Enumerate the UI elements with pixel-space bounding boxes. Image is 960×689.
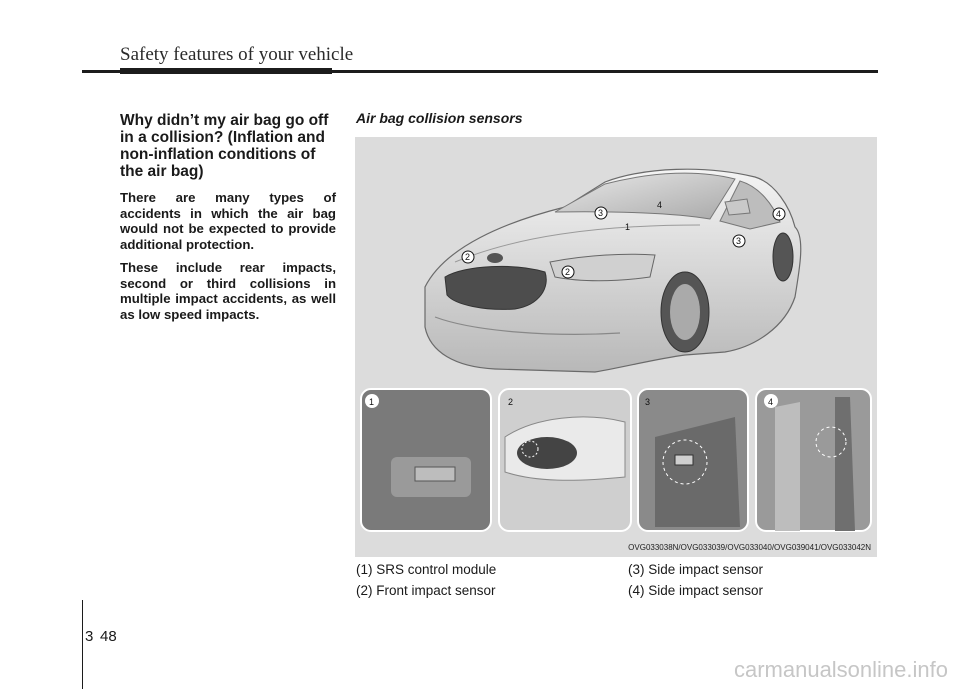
header-rule-accent [120, 68, 332, 74]
svg-text:2: 2 [465, 252, 471, 262]
svg-text:4: 4 [657, 200, 663, 210]
svg-text:4: 4 [768, 397, 774, 407]
page-vertical-rule [82, 600, 83, 689]
caption-2: (2) Front impact sensor [356, 583, 496, 598]
svg-text:3: 3 [736, 236, 742, 246]
caption-4: (4) Side impact sensor [628, 583, 764, 598]
svg-text:4: 4 [776, 209, 782, 219]
left-column [120, 112, 336, 330]
watermark: carmanualsonline.info [733, 657, 948, 682]
callout-4-side [773, 208, 785, 220]
inset-2 [499, 389, 631, 531]
caption-3: (3) Side impact sensor [628, 562, 764, 577]
svg-text:3: 3 [645, 397, 651, 407]
svg-text:2: 2 [508, 397, 514, 407]
callout-2-left [462, 251, 474, 263]
section-number: 3 [85, 628, 94, 645]
callout-4-top [657, 200, 662, 210]
paragraph-1: There are many types of accidents in which the air bag would not be expected to provide additional protection. [120, 190, 336, 252]
svg-text:1: 1 [369, 397, 375, 407]
section-heading: Why didn’t my air bag go off in a collision? (Inflation and non-inflation conditions of the air bag) [120, 112, 329, 180]
figure-title: Air bag collision sensors [356, 110, 523, 126]
header-title: Safety features of your vehicle [120, 44, 354, 65]
rear-wheel [773, 233, 793, 281]
inset-1 [361, 389, 491, 531]
figure-code: OVG033038N/OVG033039/OVG033040/OVG039041/OVG033042N [628, 543, 871, 552]
callout-3-side [733, 235, 745, 247]
inset-3 [638, 389, 748, 531]
callout-2-right [562, 266, 574, 278]
callout-3-top [595, 207, 607, 219]
svg-text:2: 2 [565, 267, 571, 277]
svg-text:1: 1 [625, 222, 631, 232]
caption-1: (1) SRS control module [356, 562, 497, 577]
inset-4 [756, 389, 871, 531]
page-number: 48 [100, 628, 117, 645]
svg-text:3: 3 [598, 208, 604, 218]
paragraph-2: These include rear impacts, second or third collisions in multiple impact accidents, as well as low speed impacts. [120, 260, 336, 322]
car-illustration [355, 137, 877, 557]
grille [445, 266, 546, 309]
sensor-figure [355, 137, 877, 557]
callout-1 [625, 222, 630, 232]
